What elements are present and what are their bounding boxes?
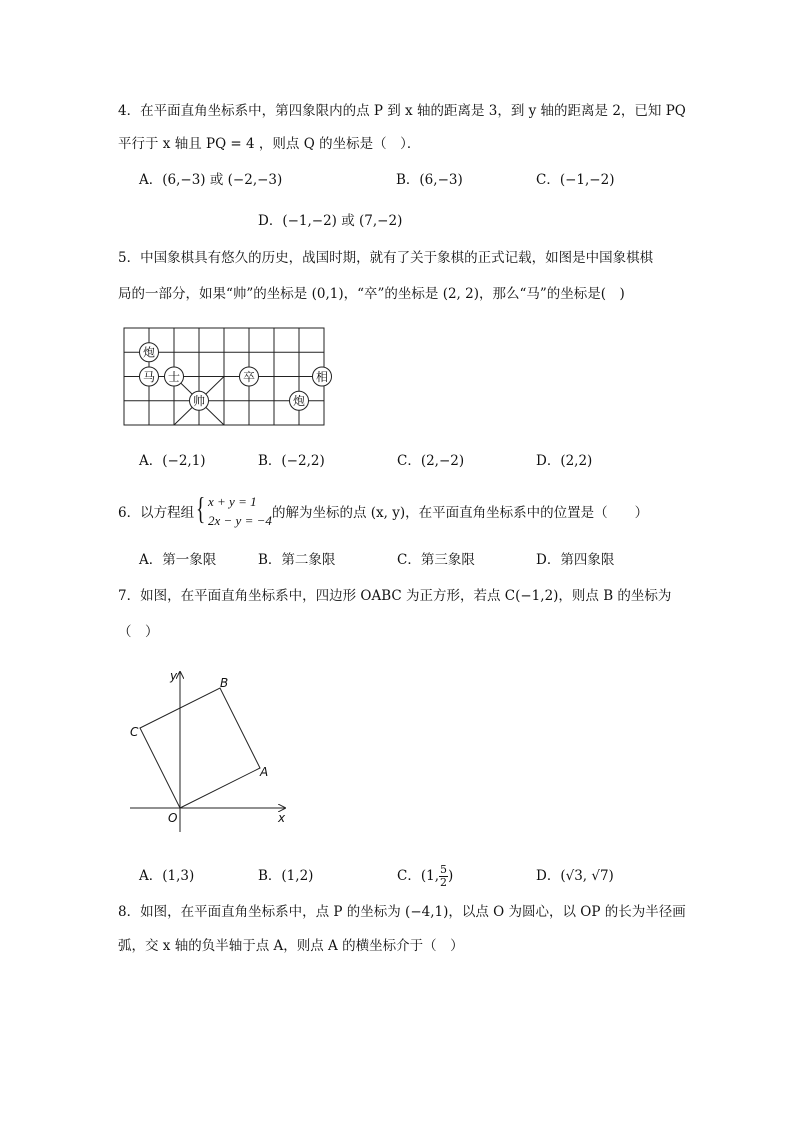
piece-pao-2	[290, 391, 309, 410]
q4-line2: 平行于 x 轴且 PQ = 4 ，则点 Q 的坐标是（ ）．	[118, 136, 421, 152]
piece-ma	[140, 367, 159, 386]
q8-line1: 8．如图，在平面直角坐标系中，点 P 的坐标为 (−4,1)，以点 O 为圆心，以 OP 的长为半径画	[118, 904, 686, 920]
piece-xiang	[313, 367, 332, 386]
q4-option-a[interactable]: A．(6,−3) 或 (−2,−3)	[139, 172, 283, 188]
q6-equation-1: x + y = 1	[208, 494, 257, 509]
piece-pao-1	[140, 343, 159, 362]
q7-option-a[interactable]: A．(1,3)	[139, 868, 195, 884]
chess-board-figure	[120, 324, 332, 432]
q7-option-c-prefix: C．	[397, 868, 421, 884]
piece-zu-label: 卒	[242, 369, 256, 384]
q6-suffix: 的解为坐标的点 (x, y)，在平面直角坐标系中的位置是（ ）	[272, 505, 649, 521]
q6-option-a[interactable]: A．第一象限	[139, 552, 217, 568]
q5-option-d[interactable]: D．(2,2)	[536, 453, 593, 469]
q7-line2: （ ）	[118, 624, 159, 640]
q7-option-c-close: )	[448, 868, 454, 884]
q5-option-b[interactable]: B．(−2,2)	[258, 453, 325, 469]
q6-option-b[interactable]: B．第二象限	[258, 552, 336, 568]
q6-option-c[interactable]: C．第三象限	[397, 552, 475, 568]
x-axis-label: x	[278, 811, 286, 825]
q4-option-b[interactable]: B．(6,−3)	[396, 172, 463, 188]
q7-option-c[interactable]	[397, 858, 453, 894]
piece-ma-label: 马	[142, 369, 156, 384]
piece-shi-label: 士	[167, 369, 181, 384]
y-axis-label: y	[170, 669, 178, 683]
q5-line1: 5．中国象棋具有悠久的历史，战国时期，就有了关于象棋的正式记载，如图是中国象棋棋	[118, 250, 654, 266]
point-a-label: A	[260, 765, 269, 779]
q4-option-d[interactable]: D．(−1,−2) 或 (7,−2)	[258, 213, 403, 229]
piece-shuai-label: 帅	[192, 394, 206, 408]
q7-line1: 7．如图，在平面直角坐标系中，四边形 OABC 为正方形，若点 C(−1,2)，则点 B 的坐标为	[118, 588, 672, 604]
q7-option-c-open: (1,	[420, 868, 439, 884]
square-oabc	[140, 688, 260, 808]
equation-brace: {	[196, 490, 206, 526]
q6-equation-2: 2x − y = −4	[208, 513, 272, 528]
point-c-label: C	[130, 725, 139, 739]
q6-option-d[interactable]: D．第四象限	[536, 552, 615, 568]
q7-option-c-fraction	[439, 864, 448, 889]
q7-option-c-denominator: 2	[440, 876, 447, 889]
piece-shi	[165, 367, 184, 386]
q7-option-d[interactable]: D．(√3, √7)	[536, 868, 614, 884]
q5-option-c[interactable]: C．(2,−2)	[397, 453, 465, 469]
square-coordinate-figure	[120, 660, 300, 835]
piece-pao-1-label: 炮	[142, 345, 156, 360]
q8-line2: 弧，交 x 轴的负半轴于点 A，则点 A 的横坐标介于（ ）	[118, 938, 464, 954]
piece-xiang-label: 相	[315, 369, 329, 384]
point-o-label: O	[168, 811, 178, 825]
q5-option-a[interactable]: A．(−2,1)	[139, 453, 206, 469]
piece-shuai	[190, 391, 209, 410]
q4-line1: 4．在平面直角坐标系中，第四象限内的点 P 到 x 轴的距离是 3，到 y 轴的距离是 2，已知 PQ	[118, 103, 686, 119]
piece-zu	[240, 367, 259, 386]
point-b-label: B	[220, 676, 229, 690]
q4-option-c[interactable]: C．(−1,−2)	[536, 172, 615, 188]
q6-prefix: 6．以方程组	[118, 505, 195, 521]
q7-option-b[interactable]: B．(1,2)	[258, 868, 314, 884]
q7-option-c-numerator: 5	[440, 863, 447, 876]
q5-line2: 局的一部分，如果“帅”的坐标是 (0,1)，“卒”的坐标是 (2, 2)，那么“马”的坐标是( )	[118, 286, 625, 302]
piece-pao-2-label: 炮	[292, 394, 306, 408]
